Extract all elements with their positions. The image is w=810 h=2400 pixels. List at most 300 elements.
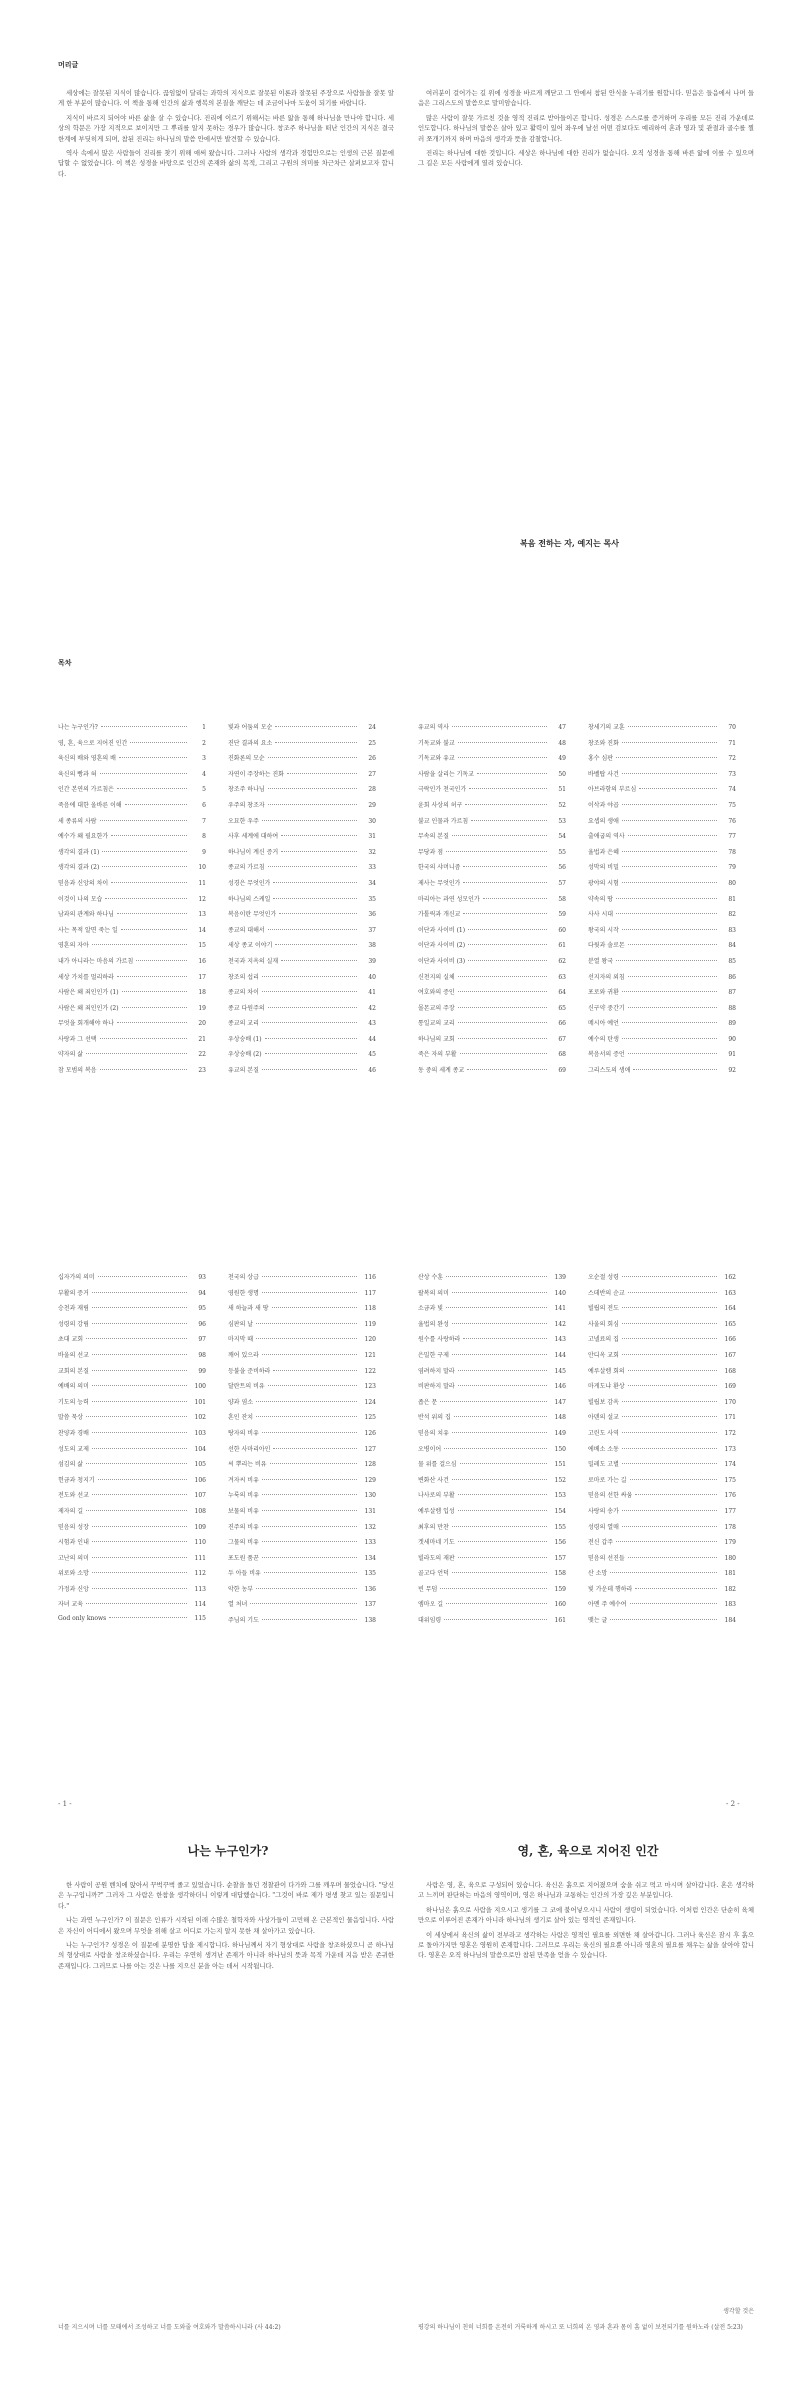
- toc-entry[interactable]: [58, 1522, 206, 1538]
- toc-entry[interactable]: [58, 1537, 206, 1553]
- toc-leader-dots: [622, 1038, 717, 1039]
- toc-entry-title: 빛 가운데 행하라: [588, 1585, 633, 1593]
- toc-leader-dots: [262, 976, 357, 977]
- toc-entry[interactable]: [418, 1397, 566, 1413]
- toc-entry[interactable]: [418, 940, 566, 956]
- toc-entry[interactable]: [588, 1475, 736, 1491]
- toc-entry[interactable]: [418, 1319, 566, 1335]
- toc-entry[interactable]: [228, 1506, 376, 1522]
- toc-entry[interactable]: [588, 1272, 736, 1288]
- toc-entry-title: 반석 위의 집: [418, 1414, 451, 1422]
- toc-entry[interactable]: [418, 1049, 566, 1065]
- toc-entry[interactable]: [418, 816, 566, 832]
- toc-entry[interactable]: [58, 1319, 206, 1335]
- toc-entry-title: 우상숭배 (2): [228, 1051, 262, 1059]
- toc-leader-dots: [622, 1416, 717, 1417]
- toc-entry[interactable]: [58, 925, 206, 941]
- toc-entry-page: 121: [364, 1351, 376, 1359]
- toc-entry[interactable]: [58, 1303, 206, 1319]
- toc-entry[interactable]: [228, 1412, 376, 1428]
- toc-entry[interactable]: [418, 1303, 566, 1319]
- toc-entry-title: 은밀한 구제: [418, 1351, 449, 1359]
- toc-entry[interactable]: [228, 1381, 376, 1397]
- toc-entry[interactable]: [228, 1475, 376, 1491]
- toc-entry[interactable]: [228, 987, 376, 1003]
- toc-leader-dots: [628, 976, 717, 977]
- toc-leader-dots: [136, 960, 187, 961]
- toc-entry[interactable]: [588, 1397, 736, 1413]
- toc-leader-dots: [130, 742, 187, 743]
- toc-entry[interactable]: [58, 1003, 206, 1019]
- toc-entry[interactable]: [588, 987, 736, 1003]
- toc-entry-page: 14: [198, 926, 206, 934]
- toc-entry[interactable]: [228, 1334, 376, 1350]
- toc-entry-title: 하나님이 계신 증거: [228, 848, 279, 856]
- toc-leader-dots: [616, 1541, 717, 1542]
- toc-entry[interactable]: [418, 1334, 566, 1350]
- toc-entry[interactable]: [418, 925, 566, 941]
- toc-entry[interactable]: [228, 940, 376, 956]
- toc-leader-dots: [454, 1416, 547, 1417]
- toc-leader-dots: [281, 851, 357, 852]
- toc-entry[interactable]: [588, 1522, 736, 1538]
- toc-leader-dots: [102, 866, 187, 867]
- toc-entry-title: 예수가 왜 필요한가: [58, 833, 109, 841]
- toc-entry[interactable]: [58, 1065, 206, 1081]
- toc-entry[interactable]: [228, 1350, 376, 1366]
- preface-paragraph: 역사 속에서 많은 사람들이 진리를 찾기 위해 애써 왔습니다. 그러나 사람의 생각과 경험만으로는 인생의 근본 질문에 답할 수 없었습니다. 이 책은 성경을 바탕으로 인간의 존재와 삶의 목적, 그리고 구원의 의미를 차근차근 살펴보고자 합니다.: [58, 149, 394, 178]
- toc-entry[interactable]: [418, 1034, 566, 1050]
- toc-entry[interactable]: [418, 1599, 566, 1615]
- toc-entry-page: 84: [728, 942, 736, 950]
- toc-entry-title: 무속의 본질: [418, 833, 449, 841]
- toc-entry-title: 우주의 창조자: [228, 801, 265, 809]
- toc-entry[interactable]: [588, 925, 736, 941]
- toc-entry[interactable]: [588, 1049, 736, 1065]
- toc-entry[interactable]: [58, 1350, 206, 1366]
- toc-entry[interactable]: [418, 987, 566, 1003]
- toc-entry[interactable]: [588, 1018, 736, 1034]
- toc-entry[interactable]: [418, 1537, 566, 1553]
- toc-entry-title: 종교 다원주의: [228, 1004, 265, 1012]
- toc-entry-page: 154: [554, 1507, 566, 1515]
- toc-entry-page: 25: [368, 739, 376, 747]
- toc-entry[interactable]: [588, 784, 736, 800]
- toc-entry[interactable]: [58, 722, 206, 738]
- toc-entry[interactable]: [228, 909, 376, 925]
- toc-entry-page: 170: [724, 1398, 736, 1406]
- toc-leader-dots: [86, 1603, 187, 1604]
- toc-entry[interactable]: [58, 1459, 206, 1475]
- toc-entry[interactable]: [228, 1034, 376, 1050]
- toc-entry[interactable]: [418, 1288, 566, 1304]
- toc-entry[interactable]: [588, 1490, 736, 1506]
- toc-leader-dots: [630, 1479, 717, 1480]
- toc-entry[interactable]: [58, 738, 206, 754]
- toc-entry[interactable]: [418, 878, 566, 894]
- toc-leader-dots: [281, 835, 357, 836]
- toc-entry[interactable]: [588, 769, 736, 785]
- toc-entry-title: 메시아 예언: [588, 1020, 619, 1028]
- toc-entry-page: 165: [724, 1320, 736, 1328]
- toc-entry-page: 151: [554, 1461, 566, 1469]
- toc-leader-dots: [630, 1603, 717, 1604]
- toc-entry[interactable]: [58, 1049, 206, 1065]
- toc-entry-page: 5: [202, 786, 206, 794]
- toc-entry[interactable]: [418, 1381, 566, 1397]
- toc-entry[interactable]: [418, 1553, 566, 1569]
- toc-entry[interactable]: [418, 1350, 566, 1366]
- toc-entry[interactable]: [228, 753, 376, 769]
- toc-leader-dots: [628, 1053, 717, 1054]
- toc-leader-dots: [262, 1494, 357, 1495]
- toc-entry[interactable]: [228, 847, 376, 863]
- toc-entry[interactable]: [588, 1319, 736, 1335]
- toc-entry[interactable]: [228, 1049, 376, 1065]
- toc-entry[interactable]: [228, 878, 376, 894]
- toc-entry[interactable]: [58, 1412, 206, 1428]
- toc-entry[interactable]: [418, 753, 566, 769]
- toc-entry-title: 물 위를 걸으심: [418, 1461, 457, 1469]
- toc-entry[interactable]: [228, 1065, 376, 1081]
- toc-entry[interactable]: [58, 1381, 206, 1397]
- toc-entry[interactable]: [228, 972, 376, 988]
- toc-entry-page: 45: [368, 1051, 376, 1059]
- toc-entry[interactable]: [418, 769, 566, 785]
- toc-entry-title: 오순절 성령: [588, 1274, 619, 1281]
- toc-entry[interactable]: [588, 738, 736, 754]
- toc-entry[interactable]: [58, 972, 206, 988]
- toc-entry-page: 74: [728, 786, 736, 794]
- toc-entry[interactable]: [588, 1584, 736, 1600]
- toc-entry[interactable]: [418, 1490, 566, 1506]
- toc-entry-page: 44: [368, 1035, 376, 1043]
- toc-entry[interactable]: [58, 878, 206, 894]
- toc-entry[interactable]: [418, 1412, 566, 1428]
- toc-entry[interactable]: [58, 1018, 206, 1034]
- toc-entry[interactable]: [588, 1350, 736, 1366]
- toc-entry[interactable]: [228, 738, 376, 754]
- toc-entry[interactable]: [588, 1459, 736, 1475]
- toc-entry[interactable]: [58, 831, 206, 847]
- toc-entry[interactable]: [588, 1366, 736, 1382]
- toc-entry-title: 전신 갑주: [588, 1539, 614, 1547]
- toc-entry[interactable]: [228, 1459, 376, 1475]
- toc-entry[interactable]: [588, 1537, 736, 1553]
- toc-entry[interactable]: [58, 1428, 206, 1444]
- toc-entry-title: 영혼의 자아: [58, 942, 89, 950]
- toc-entry-title: 아브라함의 부르심: [588, 786, 637, 794]
- toc-entry[interactable]: [588, 1615, 736, 1631]
- toc-entry[interactable]: [418, 1366, 566, 1382]
- toc-entry[interactable]: [588, 1334, 736, 1350]
- toc-entry[interactable]: [58, 1599, 206, 1615]
- toc-entry[interactable]: [58, 1584, 206, 1600]
- toc-entry[interactable]: [418, 738, 566, 754]
- toc-entry[interactable]: [418, 1272, 566, 1288]
- toc-entry[interactable]: [228, 816, 376, 832]
- toc-entry-title: 이것이 나의 모습: [58, 895, 103, 903]
- toc-entry-page: 105: [194, 1461, 206, 1469]
- toc-entry[interactable]: [588, 1553, 736, 1569]
- toc-entry-page: 166: [724, 1336, 736, 1344]
- toc-leader-dots: [622, 1463, 717, 1464]
- toc-entry[interactable]: [58, 784, 206, 800]
- toc-entry-page: 102: [194, 1414, 206, 1422]
- toc-entry-page: 152: [554, 1476, 566, 1484]
- toc-entry[interactable]: [58, 1397, 206, 1413]
- toc-leader-dots: [468, 960, 547, 961]
- toc-entry-page: 160: [554, 1601, 566, 1609]
- toc-entry[interactable]: [418, 1584, 566, 1600]
- toc-entry[interactable]: [588, 816, 736, 832]
- toc-entry[interactable]: [58, 1506, 206, 1522]
- toc-leader-dots: [262, 1432, 357, 1433]
- toc-entry[interactable]: [418, 1065, 566, 1081]
- toc-leader-dots: [458, 1541, 547, 1542]
- toc-entry[interactable]: [228, 784, 376, 800]
- toc-entry-page: 149: [554, 1429, 566, 1437]
- toc-entry[interactable]: [588, 800, 736, 816]
- toc-entry[interactable]: [418, 1522, 566, 1538]
- toc-entry[interactable]: [418, 831, 566, 847]
- toc-entry[interactable]: [58, 1615, 206, 1631]
- toc-entry-title: 천국의 상급: [228, 1274, 259, 1281]
- toc-entry[interactable]: [588, 1568, 736, 1584]
- toc-entry[interactable]: [228, 1444, 376, 1460]
- toc-entry-title: 통일교의 교리: [418, 1020, 455, 1028]
- toc-entry[interactable]: [418, 1003, 566, 1019]
- toc-entry-title: 깨어 있으라: [228, 1351, 259, 1359]
- toc-entry-page: 2: [202, 739, 206, 747]
- toc-entry[interactable]: [418, 1568, 566, 1584]
- toc-entry[interactable]: [58, 1272, 206, 1288]
- toc-entry[interactable]: [228, 1490, 376, 1506]
- toc-entry[interactable]: [418, 722, 566, 738]
- toc-leader-dots: [287, 773, 357, 774]
- toc-leader-dots: [275, 742, 357, 743]
- toc-entry[interactable]: [228, 956, 376, 972]
- toc-entry-page: 53: [558, 817, 566, 825]
- toc-entry[interactable]: [418, 1459, 566, 1475]
- toc-entry[interactable]: [58, 847, 206, 863]
- toc-leader-dots: [628, 1557, 717, 1558]
- toc-entry-title: 믿음의 선한 싸움: [588, 1492, 633, 1500]
- toc-leader-dots: [281, 960, 357, 961]
- toc-entry-title: 믿음의 치유: [418, 1429, 449, 1437]
- toc-entry-page: 162: [724, 1274, 736, 1281]
- toc-entry[interactable]: [588, 956, 736, 972]
- toc-entry-page: 11: [198, 879, 206, 887]
- toc-leader-dots: [622, 1022, 717, 1023]
- toc-entry-title: 교회의 본질: [58, 1367, 89, 1375]
- toc-entry-title: 성경은 무엇인가: [228, 879, 271, 887]
- toc-entry[interactable]: [588, 831, 736, 847]
- toc-entry[interactable]: [58, 800, 206, 816]
- toc-entry[interactable]: [228, 831, 376, 847]
- toc-entry[interactable]: [228, 1584, 376, 1600]
- toc-entry-title: 겟세마네 기도: [418, 1539, 455, 1547]
- toc-entry[interactable]: [228, 1272, 376, 1288]
- toc-entry-title: 여호와의 증인: [418, 989, 455, 997]
- toc-entry[interactable]: [228, 722, 376, 738]
- toc-entry[interactable]: [588, 1034, 736, 1050]
- toc-entry-page: 184: [724, 1617, 736, 1625]
- toc-entry[interactable]: [418, 1615, 566, 1631]
- toc-entry[interactable]: [588, 909, 736, 925]
- toc-entry[interactable]: [58, 816, 206, 832]
- toc-entry[interactable]: [588, 894, 736, 910]
- toc-leader-dots: [256, 1338, 357, 1339]
- toc-entry-title: 선한 사마리아인: [228, 1445, 271, 1453]
- toc-entry[interactable]: [588, 847, 736, 863]
- toc-entry[interactable]: [418, 956, 566, 972]
- toc-entry-title: 영원한 생명: [228, 1289, 259, 1297]
- toc-entry[interactable]: [588, 1303, 736, 1319]
- toc-entry-title: 빌립의 전도: [588, 1305, 619, 1313]
- toc-entry-page: 27: [368, 770, 376, 778]
- toc-entry[interactable]: [228, 1615, 376, 1631]
- toc-entry[interactable]: [228, 1003, 376, 1019]
- toc-entry-title: 왕국의 시작: [588, 926, 619, 934]
- toc-entry[interactable]: [228, 1553, 376, 1569]
- toc-entry[interactable]: [588, 722, 736, 738]
- toc-entry[interactable]: [58, 769, 206, 785]
- toc-entry[interactable]: [418, 847, 566, 863]
- toc-entry-page: 94: [198, 1289, 206, 1297]
- toc-entry-page: 143: [554, 1336, 566, 1344]
- toc-entry[interactable]: [418, 972, 566, 988]
- toc-entry-page: 161: [554, 1617, 566, 1625]
- toc-entry-title: 산 소망: [588, 1570, 608, 1578]
- toc-entry[interactable]: [588, 1003, 736, 1019]
- toc-entry-page: 85: [728, 957, 736, 965]
- toc-entry[interactable]: [58, 1366, 206, 1382]
- preface-paragraph: 진리는 하나님에 대한 것입니다. 세상은 하나님에 대한 진리가 없습니다. 오직 성경을 통해 바른 앎에 이를 수 있으며 그 길은 모든 사람에게 열려 있습니다.: [418, 149, 754, 168]
- toc-entry-page: 55: [558, 848, 566, 856]
- toc-leader-dots: [92, 1354, 187, 1355]
- toc-entry[interactable]: [418, 894, 566, 910]
- toc-entry-page: 114: [194, 1601, 206, 1609]
- toc-entry[interactable]: [58, 753, 206, 769]
- toc-entry[interactable]: [228, 862, 376, 878]
- toc-entry[interactable]: [588, 1065, 736, 1081]
- toc-entry[interactable]: [58, 1288, 206, 1304]
- toc-entry[interactable]: [588, 1412, 736, 1428]
- toc-entry[interactable]: [588, 862, 736, 878]
- toc-entry[interactable]: [228, 1568, 376, 1584]
- toc-entry[interactable]: [58, 1444, 206, 1460]
- toc-entry[interactable]: [58, 1553, 206, 1569]
- toc-entry-title: 대위임령: [418, 1617, 442, 1625]
- toc-entry[interactable]: [228, 1366, 376, 1382]
- toc-leader-dots: [265, 1038, 357, 1039]
- toc-leader-dots: [635, 1588, 717, 1589]
- toc-entry[interactable]: [228, 769, 376, 785]
- toc-entry-title: 진주의 비유: [228, 1523, 259, 1531]
- toc-entry[interactable]: [228, 1599, 376, 1615]
- toc-entry-page: 120: [364, 1336, 376, 1344]
- toc-entry-title: 염려하지 말라: [418, 1367, 455, 1375]
- toc-entry-page: 159: [554, 1585, 566, 1593]
- toc-leader-dots: [86, 1463, 187, 1464]
- toc-entry-page: 79: [728, 864, 736, 872]
- toc-entry[interactable]: [58, 862, 206, 878]
- toc-entry[interactable]: [58, 894, 206, 910]
- toc-leader-dots: [273, 882, 357, 883]
- toc-leader-dots: [458, 1385, 547, 1386]
- toc-entry[interactable]: [228, 894, 376, 910]
- toc-entry[interactable]: [58, 1568, 206, 1584]
- toc-entry[interactable]: [588, 1428, 736, 1444]
- toc-entry-page: 48: [558, 739, 566, 747]
- toc-entry-page: 138: [364, 1617, 376, 1625]
- toc-entry[interactable]: [58, 1034, 206, 1050]
- toc-entry[interactable]: [58, 1475, 206, 1491]
- toc-entry[interactable]: [228, 1428, 376, 1444]
- toc-entry[interactable]: [418, 1506, 566, 1522]
- toc-entry[interactable]: [588, 972, 736, 988]
- toc-entry-page: 76: [728, 817, 736, 825]
- toc-entry[interactable]: [588, 1506, 736, 1522]
- toc-entry[interactable]: [418, 1444, 566, 1460]
- toc-leader-dots: [622, 804, 717, 805]
- toc-entry[interactable]: [588, 1599, 736, 1615]
- toc-entry-title: 두 아들 비유: [228, 1570, 261, 1578]
- toc-entry[interactable]: [228, 1303, 376, 1319]
- toc-entry[interactable]: [418, 909, 566, 925]
- toc-entry[interactable]: [228, 1018, 376, 1034]
- toc-entry[interactable]: [228, 800, 376, 816]
- toc-entry[interactable]: [418, 1475, 566, 1491]
- toc-entry[interactable]: [58, 956, 206, 972]
- toc-entry-page: 104: [194, 1445, 206, 1453]
- toc-entry[interactable]: [58, 987, 206, 1003]
- toc-entry[interactable]: [228, 1522, 376, 1538]
- toc-entry[interactable]: [228, 1397, 376, 1413]
- toc-entry[interactable]: [588, 1444, 736, 1460]
- toc-column: [58, 722, 206, 1081]
- toc-entry[interactable]: [58, 1334, 206, 1350]
- toc-entry[interactable]: [228, 925, 376, 941]
- toc-entry[interactable]: [588, 1381, 736, 1397]
- toc-entry[interactable]: [58, 1490, 206, 1506]
- toc-entry-title: 예배의 의미: [58, 1383, 89, 1391]
- toc-entry-page: 69: [558, 1067, 566, 1075]
- toc-entry[interactable]: [588, 940, 736, 956]
- toc-entry[interactable]: [418, 1018, 566, 1034]
- toc-entry-title: 악한 농부: [228, 1585, 254, 1593]
- toc-entry-title: 약속의 땅: [588, 895, 614, 903]
- toc-entry[interactable]: [588, 878, 736, 894]
- toc-entry[interactable]: [58, 940, 206, 956]
- toc-entry[interactable]: [588, 753, 736, 769]
- toc-entry-page: 87: [728, 989, 736, 997]
- toc-entry-title: 예루살렘 입성: [418, 1507, 455, 1515]
- toc-entry[interactable]: [418, 800, 566, 816]
- toc-entry[interactable]: [418, 862, 566, 878]
- toc-entry[interactable]: [228, 1288, 376, 1304]
- toc-entry[interactable]: [228, 1319, 376, 1335]
- toc-entry[interactable]: [418, 784, 566, 800]
- toc-entry[interactable]: [588, 1288, 736, 1304]
- toc-entry-page: 57: [558, 879, 566, 887]
- toc-entry[interactable]: [418, 1428, 566, 1444]
- toc-entry[interactable]: [228, 1537, 376, 1553]
- toc-leader-dots: [92, 1572, 187, 1573]
- toc-entry[interactable]: [58, 909, 206, 925]
- toc-entry-page: 46: [368, 1067, 376, 1075]
